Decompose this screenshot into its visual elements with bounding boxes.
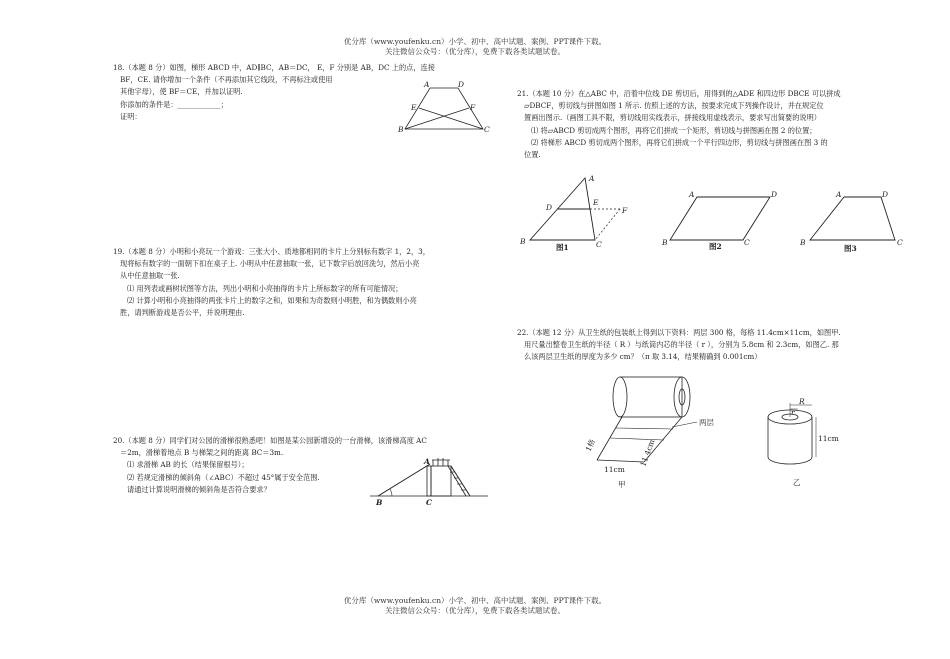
ladder-frame [431, 466, 451, 496]
caption-yi: 乙 [793, 478, 801, 487]
q22-line-3: 么该两层卫生纸的厚度为多少 cm？（π 取 3.14，结果精确到 0.001cm） [524, 352, 762, 362]
label-f: F [622, 206, 628, 215]
label-height: 11cm [818, 434, 839, 443]
q21-figure-1 [520, 170, 640, 255]
q20-line-4: ⑵ 若规定滑梯的倾斜角（∠ABC）不超过 45°属于安全范围. [127, 472, 320, 482]
stairs-outer [451, 466, 470, 496]
q20-line-3: ⑴ 求滑梯 AB 的长（结果保留根号）； [127, 460, 249, 470]
q21-line-4: ⑴ 将▱ABCD 剪切成两个图形，再将它们拼成一个矩形，剪切线与拼图画在图 2 的位置； [531, 125, 817, 135]
slide-ab [378, 464, 430, 496]
caption-fig-2: 图2 [709, 242, 722, 251]
q18-line-2: BF，CE. 请你增加一个条件（不再添加其它线段，不再标注或使用 [120, 75, 333, 85]
label-b: B [376, 498, 383, 507]
q20-line-5: 请通过计算说明滑梯的倾斜角是否符合要求？ [127, 484, 271, 494]
q20-slide-figure [370, 450, 490, 510]
q21-line-2: ▱DBCF，剪切线与拼图如图 1 所示. 仿照上述的方法，按要求完成下列操作设计，并在规定位 [524, 101, 824, 111]
q21-line-5: ⑵ 将梯形 ABCD 剪切成两个图形，再将它们拼成一个平行四边形，剪切线与拼图画在图 3 的 [531, 137, 828, 147]
label-a: A [836, 190, 842, 199]
header-line-2: 关注微信公众号：（优分库），免费下载各类试题试卷。 [385, 47, 565, 56]
caption-fig-3: 图3 [844, 244, 857, 253]
caption-fig-1: 图1 [556, 243, 569, 252]
label-c: C [897, 238, 903, 247]
q19-line-6: 胜，请判断游戏是否公平，并说明理由. [120, 308, 245, 318]
label-d: D [771, 190, 778, 199]
label-a: A [689, 190, 695, 199]
label-b: B [520, 237, 526, 246]
label-big-r: R [799, 397, 805, 406]
q19-line-2: 现将标有数字的一面朝下扣在桌子上. 小明从中任意抽取一张，记下数字后放回洗匀，然后小亮 [120, 259, 420, 269]
question-19 [113, 246, 508, 319]
q22-line-1: 22.（本题 12 分）从卫生纸的包装纸上得到以下资料：两层 300 格，每格 11.4cm×11cm，如图甲. [517, 328, 841, 337]
q21-figure-2 [660, 185, 780, 255]
q18-line-3: 其他字母），使 BF＝CE，并加以证明. [120, 87, 243, 97]
label-a: A [424, 457, 430, 466]
label-small-r: r [791, 408, 795, 417]
q21-line-6: 位置. [524, 150, 541, 160]
parallelogram-abcd [670, 197, 770, 240]
footer-line-2: 关注微信公众号：（优分库），免费下载各类试题试卷。 [385, 606, 565, 615]
page-footer [275, 596, 675, 616]
dashed-fc [595, 209, 620, 240]
trapezoid-abcd [810, 197, 895, 240]
q18-line-1: 18.（本题 8 分）如图，梯形 ABCD 中，AD∥BC，AB＝DC， E，F 分别是 AB，DC 上的点，连接 [113, 63, 435, 72]
label-a: A [424, 80, 430, 89]
q18-proof-label: 证明： [120, 111, 142, 121]
label-e: E [593, 198, 599, 207]
label-d: D [882, 190, 889, 199]
q21-line-3: 置画出图示.（画图工具不限，剪切线用实线表示，拼接线用虚线表示，要求写出简要的说明） [524, 113, 821, 123]
label-c: C [596, 240, 602, 249]
sheet-perforation-2 [616, 428, 673, 429]
label-f: F [470, 103, 476, 112]
q22-figure-yi [760, 395, 850, 495]
angle-abc-arc [390, 489, 392, 496]
label-b: B [398, 125, 404, 134]
label-c: C [426, 498, 432, 507]
q21-line-1: 21.（本题 10 分）在△ABC 中，沿着中位线 DE 剪切后，用得到的△ADE 和四边形 DBCE 可以拼成 [517, 89, 841, 98]
q20-line-1: 20.（本题 8 分）同学们对公园的滑梯很熟悉吧！如图是某公园新增设的一台滑梯，该滑梯高度 AC [113, 436, 427, 445]
q22-line-2: 用尺量出整卷卫生纸的半径（ R ）与纸筒内芯的半径（ r ），分别为 5.8cm 和 2.3cm，如图乙. 那 [524, 340, 839, 350]
cylinder-bottom [768, 457, 812, 464]
roll-left-end [613, 377, 627, 417]
q18-answer-blank: 你添加的条件是：____________； [120, 99, 228, 109]
question-22 [517, 327, 907, 364]
sheet-perforation-1 [610, 438, 664, 440]
q19-line-3: 从中任意抽取一张. [120, 271, 180, 281]
label-a: A [589, 174, 595, 183]
q22-figure-jia [572, 372, 732, 492]
label-one-grid: 1格 [583, 437, 598, 453]
label-b: B [662, 238, 668, 247]
label-c: C [484, 125, 490, 134]
roll-body [620, 377, 682, 417]
q20-line-2: ＝2m，滑梯着地点 B 与梯架之间的距离 BC＝3m. [120, 448, 284, 458]
q18-trapezoid-figure [400, 80, 500, 140]
question-21 [517, 88, 907, 161]
label-b: B [800, 238, 806, 247]
q19-line-4: ⑴ 用列表或画树状图等方法，列出小明和小亮抽得的卡片上所标数字的所有可能情况； [127, 283, 403, 293]
sheet-bottom-edge [597, 460, 644, 462]
footer-line-1: 优分库（www.youfenku.cn）小学、初中、高中试题、案例、PPT课件下载。 [343, 596, 607, 605]
q19-line-5: ⑵ 计算小明和小亮抽得的两张卡片上的数字之和，如果和为奇数则小明胜，和为偶数则小亮 [127, 295, 417, 305]
label-e: E [411, 103, 417, 112]
label-d: D [458, 80, 465, 89]
q21-figure-3 [795, 185, 910, 255]
label-len-11-4: 11.4cm [638, 438, 657, 468]
label-c: C [744, 238, 750, 247]
header-line-1: 优分库（www.youfenku.cn）小学、初中、高中试题、案例、PPT课件下载。 [343, 37, 607, 46]
q19-line-1: 19.（本题 8 分）小明和小亮玩一个游戏：三张大小、质地都相同的卡片上分别标有数字 1，2，3， [113, 247, 430, 256]
label-len-11: 11cm [604, 465, 625, 474]
label-d: D [546, 203, 553, 212]
label-layers: 两层 [699, 418, 714, 427]
page-header [275, 37, 675, 57]
ladder-support-ac [427, 466, 431, 496]
caption-jia: 甲 [618, 480, 626, 489]
